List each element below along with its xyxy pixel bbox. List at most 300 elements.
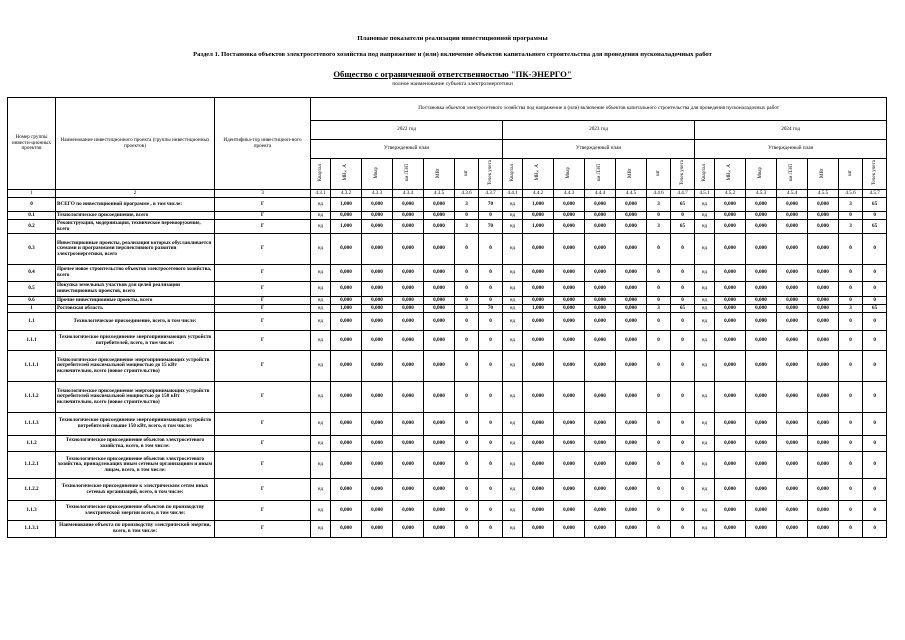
- row-value: 0: [647, 297, 671, 305]
- row-value: 0: [839, 313, 863, 331]
- row-value: 0,000: [746, 305, 777, 313]
- subcol-label: шт: [655, 169, 661, 176]
- row-value: 0: [647, 265, 671, 282]
- row-value: 0: [671, 212, 695, 220]
- row-value: 0: [455, 436, 479, 452]
- row-value: 0,000: [362, 313, 393, 331]
- subcol-label: км ЛЭП: [789, 164, 795, 182]
- row-value: 0: [455, 212, 479, 220]
- header-subcol: [616, 159, 647, 190]
- row-value: 0,000: [746, 297, 777, 305]
- row-id: Г: [215, 198, 311, 212]
- table-row: [8, 331, 887, 351]
- row-value: 0,000: [424, 413, 455, 436]
- row-value: 0,000: [746, 452, 777, 479]
- row-name: Инвестиционные проекты, реализация которых обуславливается схемами и программами перспективного развития электроэнергетики, всего: [56, 234, 215, 265]
- row-value: 0: [479, 282, 503, 297]
- row-value: нд: [503, 297, 523, 305]
- row-value: 0,000: [746, 436, 777, 452]
- subcol-label: МВт: [436, 167, 442, 178]
- row-value: 0,000: [777, 265, 808, 282]
- row-value: нд: [695, 305, 715, 313]
- row-value: 0,000: [777, 212, 808, 220]
- row-value: 0,000: [362, 382, 393, 413]
- row-value: 0,000: [554, 479, 585, 501]
- row-value: 0,000: [715, 265, 746, 282]
- row-value: 0,000: [424, 297, 455, 305]
- row-value: 0,000: [554, 351, 585, 382]
- row-value: нд: [695, 265, 715, 282]
- row-value: 0,000: [523, 413, 554, 436]
- row-value: 0,000: [585, 198, 616, 212]
- row-value: 0,000: [424, 452, 455, 479]
- row-value: 0: [863, 351, 887, 382]
- row-value: 65: [671, 305, 695, 313]
- row-value: 0,000: [808, 521, 839, 538]
- row-value: 0: [671, 351, 695, 382]
- row-value: 0,000: [616, 265, 647, 282]
- row-value: нд: [695, 313, 715, 331]
- header-subcol: [808, 159, 839, 190]
- row-value: 0,000: [554, 452, 585, 479]
- row-value: 0,000: [393, 234, 424, 265]
- row-value: 0,000: [554, 198, 585, 212]
- row-value: 0: [839, 297, 863, 305]
- row-value: 0,000: [523, 521, 554, 538]
- row-value: 0,000: [424, 220, 455, 234]
- row-value: 3: [839, 198, 863, 212]
- subcol-label: шт: [463, 169, 469, 176]
- row-value: 0,000: [715, 198, 746, 212]
- row-value: 0,000: [393, 305, 424, 313]
- row-value: 0,000: [585, 234, 616, 265]
- row-value: 0: [479, 382, 503, 413]
- header-main: Постановка объектов электросетевого хозяйства под напряжение и (или) включение объектов капитального строительства для проведения пусконаладочных работ: [311, 98, 887, 121]
- row-value: 0,000: [393, 452, 424, 479]
- row-value: 0: [647, 351, 671, 382]
- row-value: 0: [479, 265, 503, 282]
- row-value: нд: [503, 265, 523, 282]
- row-value: 0,000: [777, 234, 808, 265]
- row-id: Г: [215, 282, 311, 297]
- row-value: 0: [479, 413, 503, 436]
- row-value: 0,000: [523, 297, 554, 305]
- row-value: нд: [311, 212, 331, 220]
- header-year: 2022 год: [311, 121, 503, 140]
- section-title: Раздел 1. Постановка объектов электросетевого хозяйства под напряжение и (или) включение объектов капитального строительства для проведения пусконаладочных работ: [193, 51, 712, 58]
- row-value: 0,000: [616, 331, 647, 351]
- row-value: 0,000: [777, 436, 808, 452]
- row-value: 0,000: [362, 305, 393, 313]
- row-value: 0,000: [393, 351, 424, 382]
- row-value: 0: [863, 212, 887, 220]
- row-value: 0,000: [616, 212, 647, 220]
- row-value: нд: [503, 479, 523, 501]
- row-value: 0: [479, 351, 503, 382]
- row-value: 0,000: [715, 452, 746, 479]
- row-value: 0,000: [554, 212, 585, 220]
- row-value: 0,000: [585, 212, 616, 220]
- row-value: 0,000: [715, 436, 746, 452]
- row-value: 0,000: [585, 305, 616, 313]
- row-value: 0,000: [808, 331, 839, 351]
- row-value: 0: [455, 351, 479, 382]
- row-value: 0,000: [777, 220, 808, 234]
- column-number: 4.5.1: [695, 190, 715, 198]
- row-value: 0,000: [777, 198, 808, 212]
- row-value: 0,000: [585, 382, 616, 413]
- table-row: [8, 436, 887, 452]
- header-plan: Утвержденный план: [311, 140, 503, 159]
- row-value: 0,000: [585, 265, 616, 282]
- row-value: 0,000: [715, 351, 746, 382]
- row-value: 0,000: [616, 305, 647, 313]
- row-value: нд: [695, 212, 715, 220]
- row-value: 0,000: [362, 331, 393, 351]
- row-value: 0,000: [777, 479, 808, 501]
- subcol-label: Точек учета: [487, 160, 493, 186]
- row-id: Г: [215, 382, 311, 413]
- row-value: 0: [647, 479, 671, 501]
- row-value: 0,000: [523, 212, 554, 220]
- row-value: 0,000: [746, 521, 777, 538]
- row-value: 0,000: [746, 282, 777, 297]
- row-value: 0,000: [424, 331, 455, 351]
- row-value: 0: [671, 413, 695, 436]
- row-value: 3: [647, 198, 671, 212]
- row-id: Г: [215, 521, 311, 538]
- row-value: нд: [503, 382, 523, 413]
- row-value: нд: [311, 234, 331, 265]
- row-value: 0,000: [808, 501, 839, 521]
- row-value: 0: [647, 436, 671, 452]
- row-value: нд: [503, 452, 523, 479]
- header-subcol: [393, 159, 424, 190]
- row-value: 0,000: [777, 452, 808, 479]
- header-subcol: [777, 159, 808, 190]
- subcol-label: Квартал: [509, 164, 515, 182]
- row-value: 0,000: [424, 265, 455, 282]
- row-value: 0,000: [331, 313, 362, 331]
- row-value: 0,000: [777, 297, 808, 305]
- row-value: 0,000: [808, 436, 839, 452]
- row-value: 0: [671, 313, 695, 331]
- row-value: 0,000: [715, 212, 746, 220]
- row-value: 0,000: [331, 331, 362, 351]
- row-value: нд: [311, 452, 331, 479]
- row-value: 0: [479, 234, 503, 265]
- column-number: 4.5.5: [808, 190, 839, 198]
- row-value: 0,000: [808, 382, 839, 413]
- row-value: 0: [455, 331, 479, 351]
- row-value: 0,000: [523, 436, 554, 452]
- row-value: 0,000: [746, 382, 777, 413]
- row-number: 0.2: [8, 220, 56, 234]
- row-id: Г: [215, 331, 311, 351]
- row-value: 0: [647, 282, 671, 297]
- row-value: 0,000: [362, 297, 393, 305]
- row-value: 0,000: [746, 331, 777, 351]
- row-value: 0,000: [424, 313, 455, 331]
- row-value: 0,000: [715, 305, 746, 313]
- row-value: 3: [647, 220, 671, 234]
- row-value: 0,000: [554, 220, 585, 234]
- table-row: [8, 212, 887, 220]
- row-number: 0.1: [8, 212, 56, 220]
- row-value: 0,000: [523, 313, 554, 331]
- row-value: 0,000: [585, 521, 616, 538]
- row-name: Технологическое присоединение, всего, в том числе:: [56, 313, 215, 331]
- row-name: Технологическое присоединение к электрическим сетям иных сетевых организаций, всего, в том числе:: [56, 479, 215, 501]
- row-value: 0,000: [554, 382, 585, 413]
- row-value: 0,000: [523, 282, 554, 297]
- header-subcol: [311, 159, 331, 190]
- company-caption: полное наименование субъекта электроэнергетики: [392, 81, 513, 87]
- row-value: 0: [863, 297, 887, 305]
- row-id: Г: [215, 212, 311, 220]
- row-name: Ростовская область: [56, 305, 215, 313]
- row-name: Технологическое присоединение энергопринимающих устройств потребителей, всего, в том числе:: [56, 331, 215, 351]
- row-value: 0,000: [362, 413, 393, 436]
- row-value: 0,000: [808, 413, 839, 436]
- row-value: 0,000: [424, 305, 455, 313]
- subcol-label: Точек учета: [679, 160, 685, 186]
- row-value: 0: [455, 501, 479, 521]
- column-number: 4.5.6: [839, 190, 863, 198]
- row-value: 0,000: [808, 479, 839, 501]
- row-value: нд: [695, 413, 715, 436]
- row-value: 0,000: [393, 501, 424, 521]
- row-value: нд: [695, 382, 715, 413]
- row-value: 1,000: [523, 305, 554, 313]
- row-number: 1.1.1: [8, 331, 56, 351]
- row-value: 0,000: [424, 382, 455, 413]
- row-value: 0: [839, 265, 863, 282]
- row-value: 0,000: [424, 212, 455, 220]
- row-value: 65: [863, 305, 887, 313]
- column-number: 4.3.6: [455, 190, 479, 198]
- row-value: 0,000: [808, 305, 839, 313]
- subcol-label: МВт: [628, 167, 634, 178]
- row-value: нд: [503, 212, 523, 220]
- row-value: нд: [311, 265, 331, 282]
- row-value: 0,000: [362, 452, 393, 479]
- row-value: 0: [863, 282, 887, 297]
- row-value: 0: [839, 331, 863, 351]
- row-value: 0: [671, 265, 695, 282]
- header-year: 2023 год: [503, 121, 695, 140]
- row-id: Г: [215, 297, 311, 305]
- numbering-row: [8, 190, 887, 198]
- row-value: 0,000: [554, 282, 585, 297]
- row-value: 0,000: [393, 212, 424, 220]
- row-value: нд: [695, 452, 715, 479]
- row-value: нд: [695, 351, 715, 382]
- investment-table: [7, 97, 887, 538]
- row-number: 0.4: [8, 265, 56, 282]
- row-value: 0,000: [554, 436, 585, 452]
- row-value: 0,000: [393, 282, 424, 297]
- row-value: 0,000: [746, 212, 777, 220]
- row-value: 0,000: [746, 198, 777, 212]
- row-value: 0: [455, 382, 479, 413]
- subcol-label: МВ×А: [727, 164, 733, 181]
- row-value: 0,000: [808, 220, 839, 234]
- subcol-label: МВ×А: [535, 164, 541, 181]
- row-value: 0: [479, 521, 503, 538]
- row-value: 0,000: [715, 501, 746, 521]
- row-value: 0,000: [523, 452, 554, 479]
- row-value: 0: [479, 331, 503, 351]
- row-value: 0: [671, 331, 695, 351]
- row-value: 65: [863, 198, 887, 212]
- subcol-label: км ЛЭП: [405, 164, 411, 182]
- row-value: нд: [311, 313, 331, 331]
- row-value: 0,000: [393, 521, 424, 538]
- row-value: 1,000: [523, 220, 554, 234]
- header-subcol: [695, 159, 715, 190]
- table-row: [8, 413, 887, 436]
- subcol-label: Мвар: [566, 166, 572, 179]
- row-value: 0,000: [746, 234, 777, 265]
- row-value: 0,000: [424, 501, 455, 521]
- row-id: Г: [215, 313, 311, 331]
- row-value: 0: [839, 436, 863, 452]
- row-value: 0,000: [362, 198, 393, 212]
- row-value: 0: [647, 501, 671, 521]
- row-value: 0,000: [331, 521, 362, 538]
- row-name: Технологическое присоединение объектов по производству электрической энергии всего, в том числе:: [56, 501, 215, 521]
- column-number: 4.3.2: [331, 190, 362, 198]
- row-value: 0,000: [523, 479, 554, 501]
- row-value: 0,000: [585, 297, 616, 305]
- row-value: 0: [647, 212, 671, 220]
- row-value: 0: [863, 521, 887, 538]
- row-value: 0,000: [616, 436, 647, 452]
- row-value: 0,000: [616, 220, 647, 234]
- row-value: 0: [863, 331, 887, 351]
- row-value: 0,000: [715, 282, 746, 297]
- row-value: 0,000: [523, 382, 554, 413]
- row-value: нд: [695, 501, 715, 521]
- row-name: Технологическое присоединение объектов электросетевого хозяйства, всего, в том числе:: [56, 436, 215, 452]
- table-row: [8, 521, 887, 538]
- column-number: 4.4.6: [647, 190, 671, 198]
- page-title: Плановые показатели реализации инвестиционной программы: [357, 35, 548, 42]
- subcol-label: Квартал: [317, 164, 323, 182]
- row-value: 3: [839, 220, 863, 234]
- row-value: 65: [671, 220, 695, 234]
- row-value: 0,000: [424, 436, 455, 452]
- row-value: нд: [503, 305, 523, 313]
- row-value: нд: [503, 351, 523, 382]
- row-value: 0: [455, 282, 479, 297]
- column-number: 4.5.2: [715, 190, 746, 198]
- row-value: 0,000: [554, 305, 585, 313]
- row-value: 0,000: [554, 313, 585, 331]
- row-value: 0: [863, 501, 887, 521]
- header-subcol: [455, 159, 479, 190]
- row-value: 0,000: [362, 212, 393, 220]
- header-row: [8, 98, 887, 121]
- row-value: 0,000: [808, 234, 839, 265]
- row-value: 0: [647, 413, 671, 436]
- row-value: 0,000: [331, 479, 362, 501]
- row-value: 0,000: [777, 282, 808, 297]
- row-value: 0,000: [715, 521, 746, 538]
- row-value: нд: [311, 501, 331, 521]
- row-value: 65: [863, 220, 887, 234]
- row-value: 0: [647, 382, 671, 413]
- header-plan: Утвержденный план: [695, 140, 887, 159]
- row-value: 0,000: [393, 479, 424, 501]
- row-value: 0,000: [808, 198, 839, 212]
- row-value: нд: [311, 282, 331, 297]
- row-name: Прочее новое строительство объектов электросетевого хозяйства, всего: [56, 265, 215, 282]
- row-value: 0: [863, 265, 887, 282]
- row-value: 0,000: [777, 351, 808, 382]
- row-number: 1.1: [8, 313, 56, 331]
- column-number: 4.4.3: [554, 190, 585, 198]
- row-value: 0,000: [715, 297, 746, 305]
- row-value: 0,000: [362, 436, 393, 452]
- row-number: 1.1.1.3: [8, 413, 56, 436]
- row-value: нд: [695, 331, 715, 351]
- header-year: 2024 год: [695, 121, 887, 140]
- row-value: 0,000: [523, 331, 554, 351]
- row-value: 0: [479, 212, 503, 220]
- row-value: 0,000: [331, 297, 362, 305]
- column-number: 4.4.1: [503, 190, 523, 198]
- column-number: 4.5.4: [777, 190, 808, 198]
- row-value: 0,000: [746, 479, 777, 501]
- row-number: 1.1.3: [8, 501, 56, 521]
- row-value: 0: [647, 331, 671, 351]
- row-value: 0,000: [585, 452, 616, 479]
- row-value: 1,000: [523, 198, 554, 212]
- row-value: 0,000: [554, 413, 585, 436]
- column-number: 3: [215, 190, 311, 198]
- row-value: 0,000: [616, 521, 647, 538]
- row-name: Покупка земельных участков для целей реализации инвестиционных проектов, всего: [56, 282, 215, 297]
- row-value: 70: [479, 198, 503, 212]
- row-value: нд: [311, 479, 331, 501]
- row-value: 70: [479, 305, 503, 313]
- subcol-label: Точек учета: [871, 160, 877, 186]
- row-name: Наименование объекта по производству электрической энергии, всего, в том числе:: [56, 521, 215, 538]
- row-value: 0: [839, 234, 863, 265]
- row-value: 0: [671, 436, 695, 452]
- row-value: 0,000: [554, 265, 585, 282]
- row-value: 0: [671, 521, 695, 538]
- row-value: 0,000: [424, 351, 455, 382]
- row-value: 0,000: [715, 382, 746, 413]
- row-value: 0,000: [715, 331, 746, 351]
- row-value: нд: [503, 220, 523, 234]
- row-value: нд: [311, 413, 331, 436]
- row-value: 0,000: [362, 521, 393, 538]
- row-value: 0: [671, 282, 695, 297]
- row-value: 0,000: [331, 436, 362, 452]
- row-number: 1: [8, 305, 56, 313]
- row-value: 0: [839, 479, 863, 501]
- row-value: 0,000: [554, 297, 585, 305]
- header-subcol: [715, 159, 746, 190]
- header-subcol: [839, 159, 863, 190]
- row-value: 0: [455, 265, 479, 282]
- header-subcol: [503, 159, 523, 190]
- row-value: 0: [839, 413, 863, 436]
